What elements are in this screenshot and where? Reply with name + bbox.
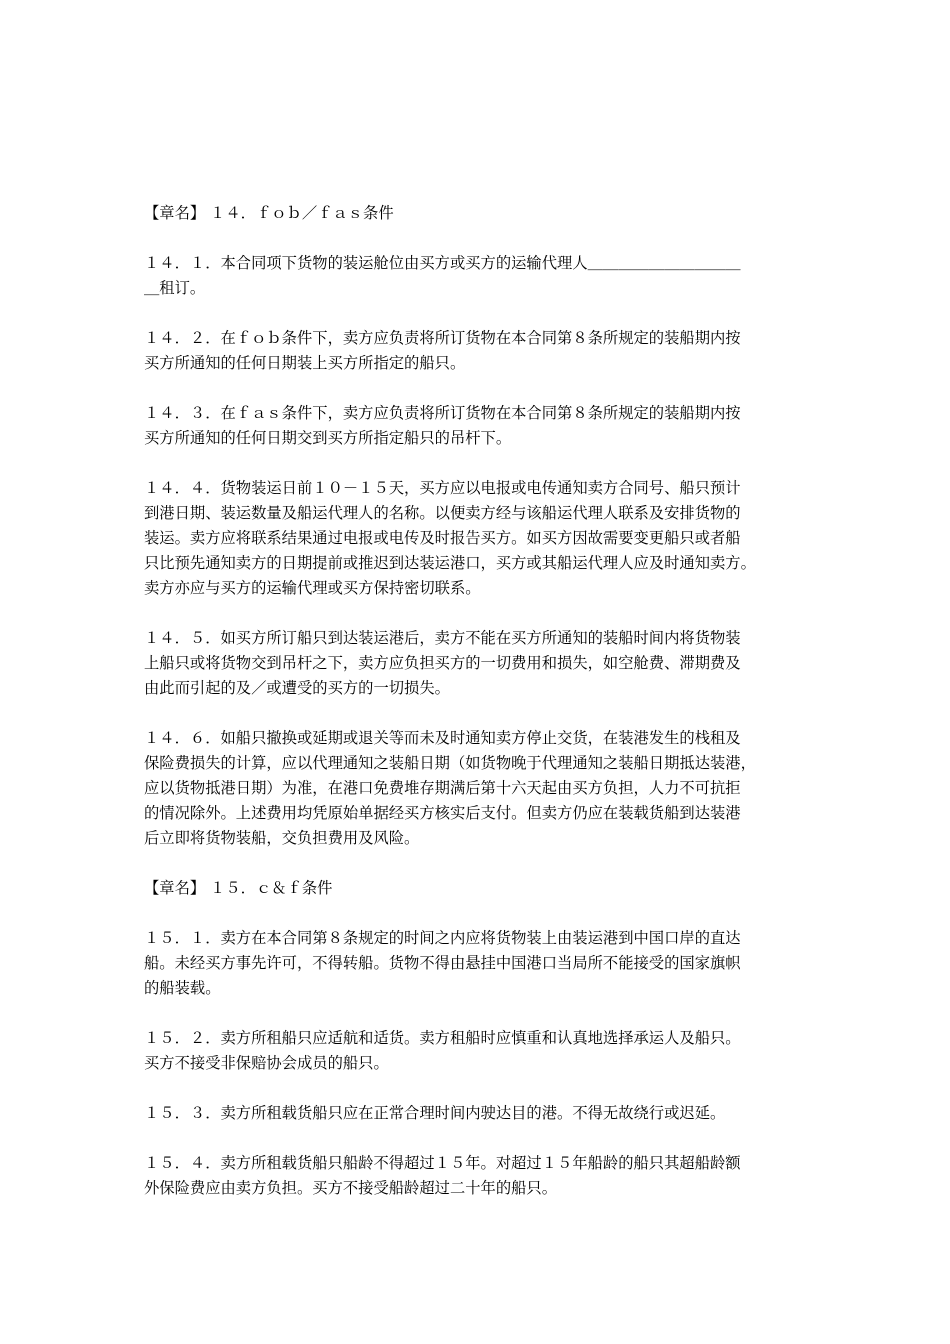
- chapter-14-heading: 【章名】 １４．ｆｏｂ／ｆａｓ条件: [144, 204, 394, 222]
- clause-15-1-line-2: 船。未经买方事先许可，不得转船。货物不得由悬挂中国港口当局所不能接受的国家旗帜: [144, 954, 741, 972]
- clause-15-4-line-2: 外保险费应由卖方负担。买方不接受船龄超过二十年的船只。: [144, 1179, 558, 1197]
- clause-15-1-line-3: 的船装载。: [144, 979, 221, 997]
- clause-14-1-line-1: １４．１．本合同项下货物的装运舱位由买方或买方的运输代理人＿＿＿＿＿＿＿＿＿＿: [144, 254, 741, 272]
- clause-14-5-line-2: 上船只或将货物交到吊杆之下，卖方应负担买方的一切费用和损失，如空舱费、滞期费及: [144, 654, 741, 672]
- clause-14-4-line-1: １４．４．货物装运日前１０－１５天，买方应以电报或电传通知卖方合同号、船只预计: [144, 479, 741, 497]
- clause-14-4-line-4: 只比预先通知卖方的日期提前或推迟到达装运港口，买方或其船运代理人应及时通知卖方。: [144, 554, 756, 572]
- clause-14-6-line-1: １４．６．如船只撤换或延期或退关等而未及时通知卖方停止交货，在装港发生的栈租及: [144, 729, 741, 747]
- clause-14-6-line-3: 应以货物抵港日期）为准，在港口免费堆存期满后第十六天起由买方负担，人力不可抗拒: [144, 779, 741, 797]
- clause-14-4-line-3: 装运。卖方应将联系结果通过电报或电传及时报告买方。如买方因故需要变更船只或者船: [144, 529, 741, 547]
- clause-14-1-line-2: ＿租订。: [144, 279, 206, 297]
- clause-15-1-line-1: １５．１．卖方在本合同第８条规定的时间之内应将货物装上由装运港到中国口岸的直达: [144, 929, 741, 947]
- clause-14-4-line-2: 到港日期、装运数量及船运代理人的名称。以便卖方经与该船运代理人联系及安排货物的: [144, 504, 741, 522]
- clause-14-6-line-5: 后立即将货物装船，交负担费用及风险。: [144, 829, 420, 847]
- clause-14-2-line-1: １４．２．在ｆｏｂ条件下，卖方应负责将所订货物在本合同第８条所规定的装船期内按: [144, 329, 741, 347]
- clause-14-3-line-1: １４．３．在ｆａｓ条件下，卖方应负责将所订货物在本合同第８条所规定的装船期内按: [144, 404, 741, 422]
- clause-14-5-line-1: １４．５．如买方所订船只到达装运港后，卖方不能在买方所通知的装船时间内将货物装: [144, 629, 741, 647]
- clause-15-4-line-1: １５．４．卖方所租载货船只船龄不得超过１５年。对超过１５年船龄的船只其超船龄额: [144, 1154, 741, 1172]
- clause-14-4-line-5: 卖方亦应与买方的运输代理或买方保持密切联系。: [144, 579, 481, 597]
- chapter-15-heading: 【章名】 １５．ｃ＆ｆ条件: [144, 879, 333, 897]
- clause-14-6-line-2: 保险费损失的计算，应以代理通知之装船日期（如货物晚于代理通知之装船日期抵达装港，: [144, 754, 756, 772]
- clause-14-3-line-2: 买方所通知的任何日期交到买方所指定船只的吊杆下。: [144, 429, 512, 447]
- clause-14-5-line-3: 由此而引起的及／或遭受的买方的一切损失。: [144, 679, 450, 697]
- clause-14-6-line-4: 的情况除外。上述费用均凭原始单据经买方核实后支付。但卖方仍应在装载货船到达装港: [144, 804, 741, 822]
- clause-14-2-line-2: 买方所通知的任何日期装上买方所指定的船只。: [144, 354, 466, 372]
- clause-15-2-line-1: １５．２．卖方所租船只应适航和适货。卖方租船时应慎重和认真地选择承运人及船只。: [144, 1029, 741, 1047]
- clause-15-3-line-1: １５．３．卖方所租载货船只应在正常合理时间内驶达目的港。不得无故绕行或迟延。: [144, 1104, 726, 1122]
- clause-15-2-line-2: 买方不接受非保赔协会成员的船只。: [144, 1054, 389, 1072]
